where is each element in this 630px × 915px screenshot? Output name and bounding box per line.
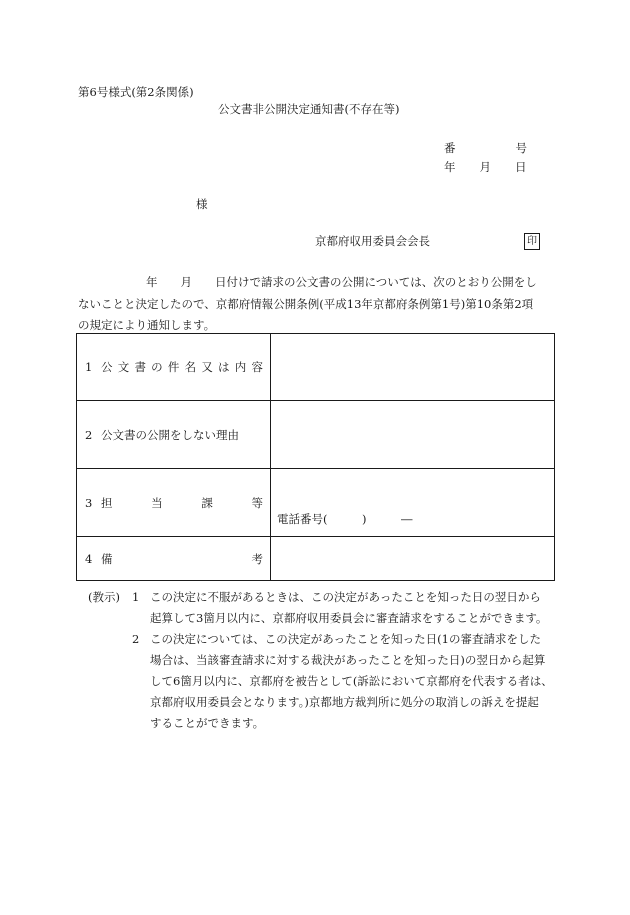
- body-line-3: の規定により通知します。: [78, 318, 216, 332]
- table-row: [77, 401, 555, 469]
- instruction-item: 2 この決定については、この決定があったことを知った日(1の審査請求をした 場合は、当該審査請求に対する裁決があったことを知った日)の翌日から起算 して6箇月以内に、京都府を被告として(訴訟において京都府を代表する者は、 京都府収用委員会となります。)京都地方裁判所に処分の取消しの訴えを提起 することができます。: [132, 632, 553, 730]
- form-number: 第6号様式(第2条関係): [78, 85, 194, 99]
- label-char: は: [218, 360, 230, 374]
- label-char: の: [151, 360, 163, 374]
- label-char: 文: [117, 360, 130, 374]
- label-char: 課: [201, 495, 213, 510]
- date-line: [444, 162, 527, 174]
- label-char: 件: [167, 360, 180, 374]
- table-row: [77, 334, 555, 401]
- table-row: [77, 469, 555, 537]
- department-value-cell: [271, 469, 555, 537]
- label-char: 容: [251, 360, 263, 374]
- row-label-department: 3 担 当 課 等: [77, 469, 271, 537]
- seal-mark: 印: [524, 233, 540, 250]
- date-year: 年: [444, 160, 456, 174]
- label-char: 内: [234, 360, 247, 374]
- label-char: 担: [101, 495, 113, 510]
- date-month: 月: [479, 160, 491, 174]
- table-row: [77, 537, 555, 581]
- body-line-1: 年 月 日付けで請求の公文書の公開については、次のとおり公開をし: [146, 275, 537, 289]
- instruction-item: (教示) 1 この決定に不服があるときは、この決定があったことを知った日の翌日から 起算して3箇月以内に、京都府収用委員会に審査請求をすることができます。: [88, 587, 558, 629]
- label-char: 等: [251, 495, 263, 510]
- body-line-2: ないことと決定したので、京都府情報公開条例(平成13年京都府条例第1号)第10条第2項: [78, 296, 534, 311]
- label-char: 備: [101, 551, 113, 566]
- label-char: 当: [151, 495, 163, 510]
- document-number-line: [444, 143, 527, 155]
- label-char: 又: [201, 360, 213, 374]
- date-day: 日: [515, 160, 527, 174]
- number-suffix: 号: [515, 141, 527, 155]
- label-char: 書: [134, 360, 146, 374]
- decision-info-table: [76, 333, 555, 581]
- notice-body: [78, 272, 550, 337]
- addressee-suffix: 様: [196, 197, 208, 211]
- appeal-instructions: [88, 587, 558, 734]
- spread-label: [101, 495, 263, 511]
- phone-number-label: 電話番号( ) ―: [277, 512, 413, 526]
- spread-label: [101, 359, 263, 375]
- spread-label: [101, 551, 263, 567]
- label-char: 公: [101, 360, 113, 374]
- sender-name: 京都府収用委員会会長: [315, 234, 430, 248]
- row-label-remarks: 4 備 考: [77, 537, 271, 581]
- remarks-value-cell: [271, 537, 555, 581]
- reason-value-cell: [271, 401, 555, 469]
- label-char: 名: [184, 360, 197, 374]
- number-label: 番: [444, 141, 456, 155]
- row-label-subject: 1 公 文 書 の 件 名 又 は 内 容: [77, 334, 271, 401]
- instruction-heading: (教示): [88, 590, 120, 604]
- document-title: 公文書非公開決定通知書(不存在等): [218, 102, 400, 116]
- subject-value-cell: [271, 334, 555, 401]
- label-char: 考: [251, 551, 263, 566]
- row-label-reason: 2 公文書の公開をしない理由: [77, 401, 271, 469]
